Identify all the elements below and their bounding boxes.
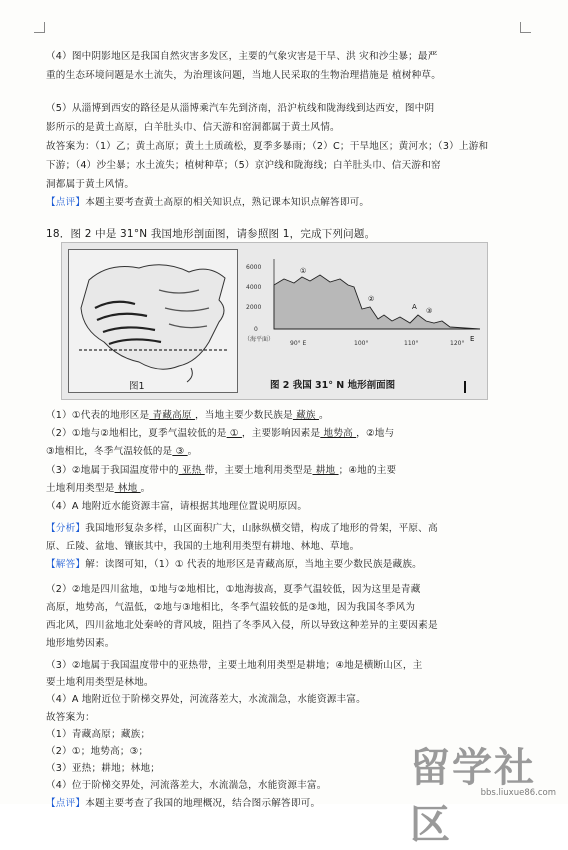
text-line (46, 709, 526, 726)
text-run: 解：读图可知，（1）① 代表的地形区是青藏高原，当地主要少数民族是藏族。 (85, 559, 422, 570)
text-run: 故答案为：（1）乙；黄土高原；黄土土质疏松，夏季多暴雨；（2）C；干旱地区；黄河水；（3）上游和 (46, 141, 489, 152)
text-run: ，②地与 (356, 428, 395, 439)
x-tick: 110° (404, 340, 419, 347)
text-line (46, 497, 526, 517)
text-line (46, 674, 526, 691)
y-tick: 0 (254, 326, 258, 333)
answer-blank: 地势高 (320, 428, 357, 439)
text-line (46, 66, 526, 86)
answer-blank: 耕地 (312, 465, 339, 476)
y-unit: （海平面） (244, 336, 275, 343)
marker-1: ① (300, 267, 307, 275)
text-run: 土地利用类型是 (46, 483, 115, 494)
text-line (46, 537, 526, 557)
text-run: （4）位于阶梯交界处，河流落差大，水流湍急，水能资源丰富。 (46, 780, 327, 792)
x-tick: 90° E (290, 340, 307, 347)
text-line (46, 156, 526, 176)
terrain-profile-figure (244, 249, 482, 391)
y-tick: 2000 (246, 304, 262, 311)
text-cursor (464, 381, 466, 393)
text-run: 18．图 2 中是 31°N 我国地形剖面图，请参照图 1，完成下列问题。 (46, 228, 376, 240)
answer-blank: ③ (172, 446, 188, 457)
text-line (46, 137, 526, 157)
text-run: 下游；（4）沙尘暴；水土流失；植树种草；（5）京沪线和陇海线；白羊肚头巾、信天游和窑 (46, 160, 441, 171)
text-run: （2）①地与②地相比，夏季气温较低的是 (46, 428, 227, 439)
text-run: 地形地势因素。 (46, 638, 115, 649)
answer-blank: ① (226, 428, 242, 439)
text-line (46, 442, 526, 462)
text-run: 影所示的是黄土高原，白羊肚头巾、信天游和窑洞都属于黄土风情。 (46, 122, 340, 133)
text-line (46, 424, 526, 444)
watermark-logo-text: 留学社区 (410, 745, 536, 848)
text-line (46, 657, 526, 674)
china-map-figure (68, 249, 238, 393)
text-run: ；④地的主要 (338, 465, 397, 476)
fig2-caption: 图 2 我国 31° N 地形剖面图 (270, 380, 396, 391)
text-run: ，主要影响因素是 (241, 428, 321, 439)
section-tag: 【解答】 (46, 559, 86, 570)
x-tick: 100° (354, 340, 369, 347)
watermark-url: bbs.liuxue86.com (480, 788, 556, 798)
text-run: （1）青藏高原；藏族； (46, 728, 151, 740)
text-line (46, 118, 526, 138)
text-line (46, 47, 526, 67)
text-run: 洞都属于黄土风情。 (46, 179, 135, 190)
text-run: ，当地主要少数民族是 (194, 410, 293, 421)
text-run: （2）②地是四川盆地，①地与②地相比，①地海拔高，夏季气温较低，因为这里是青藏 (46, 584, 421, 595)
answer-blank: 亚热 (178, 465, 205, 476)
marker-3: ③ (426, 307, 433, 315)
x-tick: 120° (450, 340, 465, 347)
text-run: （5）从淄博到西安的路径是从淄博乘汽车先到济南，沿沪杭线和陇海线到达西安，图中阴 (46, 103, 435, 114)
crop-mark (34, 22, 45, 33)
text-run: 。 (187, 446, 198, 457)
x-end-label: E (470, 335, 475, 343)
text-run: 高原，地势高，气温低，②地与③地相比，冬季气温较低的是③地，因为我国冬季风为 (46, 602, 416, 613)
text-line (46, 598, 526, 618)
figure-map-and-profile (61, 242, 488, 400)
section-tag: 【点评】 (46, 197, 86, 208)
text-line (46, 479, 526, 499)
text-run: （3）②地属于我国温度带中的亚热带，主要土地利用类型是耕地；④地是横断山区，主 (46, 660, 423, 671)
y-tick: 6000 (246, 264, 262, 271)
marker-a: A (412, 303, 417, 311)
marker-2: ② (368, 295, 375, 303)
text-run: 本题主要考查黄土高原的相关知识点，熟记课本知识点解答即可。 (85, 197, 370, 208)
text-line (46, 519, 526, 539)
text-line (46, 99, 526, 119)
text-run: （3）②地属于我国温度带中的 (46, 465, 179, 476)
text-run: 重的生态环境问题是水土流失，为治理该问题，当地人民采取的生物治理措施是 植树种草。 (46, 70, 441, 81)
text-run: 西北风，四川盆地北处秦岭的背风坡，阻挡了冬季风入侵，所以导致这种差异的主要因素是 (46, 620, 438, 631)
text-line (46, 580, 526, 600)
text-run: 。 (140, 483, 151, 494)
text-run: 本题主要考查了我国的地理概况，结合图示解答即可。 (85, 797, 321, 809)
text-line (46, 634, 526, 654)
text-run: （1）①代表的地形区是 (46, 410, 150, 421)
text-line (46, 691, 526, 708)
text-run: 原、丘陵、盆地、镶嵌其中，我国的土地利用类型有耕地、林地、草地。 (46, 541, 360, 552)
text-run: 带，主要土地利用类型是 (204, 465, 313, 476)
text-run: （4）图中阴影地区是我国自然灾害多发区，主要的气象灾害是干旱、洪 灾和沙尘暴；最严 (46, 51, 438, 62)
answer-blank: 藏族 (292, 410, 319, 421)
text-line (46, 461, 526, 481)
text-line (46, 555, 526, 575)
text-run: ③地相比，冬季气温较低的是 (46, 446, 173, 457)
text-line (46, 406, 526, 426)
text-run: （3）亚热；耕地；林地； (46, 763, 161, 775)
text-line (46, 193, 526, 213)
watermark (410, 736, 560, 848)
answer-blank: 林地 (114, 483, 141, 494)
crop-mark (520, 22, 531, 33)
y-tick: 4000 (246, 284, 262, 291)
section-tag: 【分析】 (46, 523, 86, 534)
text-run: 要土地利用类型是林地。 (46, 677, 154, 689)
text-run: （2）①；地势高；③； (46, 746, 149, 757)
text-run: 故答案为： (46, 711, 95, 723)
text-run: （4）A 地附近位于阶梯交界处，河流落差大，水流湍急，水能资源丰富。 (46, 694, 366, 706)
answer-blank: 青藏高原 (149, 410, 195, 421)
section-tag: 【点评】 (46, 797, 86, 809)
fig1-caption: 图1 (129, 381, 145, 392)
text-run: 。 (318, 410, 329, 421)
text-line (46, 175, 526, 195)
text-line (46, 616, 526, 636)
text-run: （4）A 地附近水能资源丰富，请根据其地理位置说明原因。 (46, 501, 308, 512)
text-run: 我国地形复杂多样，山区面积广大，山脉纵横交错，构成了地形的骨架，平原、高 (85, 523, 438, 534)
